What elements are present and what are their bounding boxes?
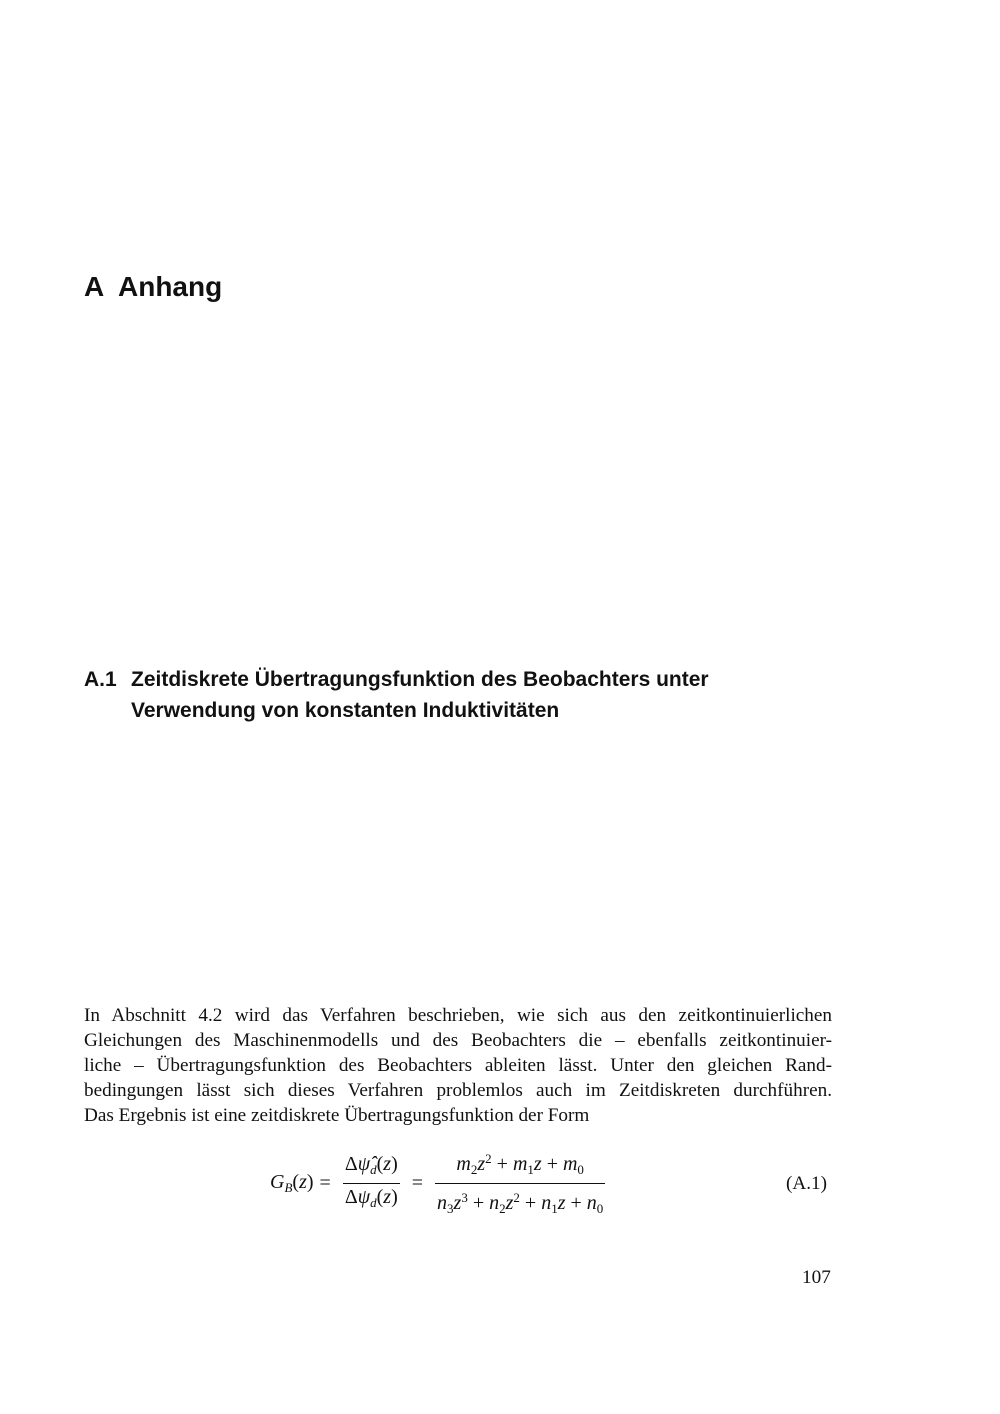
paragraph-line: In Abschnitt 4.2 wird das Verfahren beschrieben, wie sich aus den zeitkontinuierlichen bbox=[84, 1005, 832, 1026]
equals-sign: = bbox=[319, 1171, 331, 1194]
transfer-function-equation bbox=[270, 1150, 611, 1216]
polynomial-fraction bbox=[435, 1145, 605, 1222]
section-heading bbox=[84, 664, 804, 726]
fraction-numerator: $m_2z^2 + m_1z + m_0$ bbox=[456, 1150, 584, 1177]
paragraph-line: bedingungen lässt sich dieses Verfahren problemlos auch im Zeitdiskreten durchführen. bbox=[84, 1080, 832, 1101]
paragraph-line: Das Ergebnis ist eine zeitdiskrete Übertragungsfunktion der Form bbox=[84, 1105, 590, 1126]
flux-ratio-fraction bbox=[343, 1151, 400, 1216]
fraction-denominator: $\Delta\psi_d(z)$ bbox=[343, 1183, 400, 1216]
section-title: Zeitdiskrete Übertragungsfunktion des Beobachters unter Verwendung von konstanten Induktivitäten bbox=[131, 668, 709, 722]
equals-sign: = bbox=[411, 1171, 424, 1194]
fraction-denominator: $n_3z^3 + n_2z^2 + n_1z + n_0$ bbox=[435, 1183, 605, 1222]
chapter-heading bbox=[84, 268, 222, 306]
equation-lhs: $G_B(z)$ bbox=[270, 1170, 314, 1195]
section-number: A.1 bbox=[84, 668, 117, 691]
chapter-number: A bbox=[84, 271, 105, 302]
page-number: 107 bbox=[802, 1267, 831, 1288]
paragraph-line: liche – Übertragungsfunktion des Beobachters ableiten lässt. Unter den gleichen Rand- bbox=[84, 1055, 832, 1076]
equation-number: (A.1) bbox=[786, 1173, 828, 1194]
fraction-numerator: $\Delta\psî_d(z)$ bbox=[344, 1152, 398, 1177]
body-paragraph bbox=[84, 1003, 832, 1128]
chapter-title: Anhang bbox=[118, 271, 223, 302]
paragraph-line: Gleichungen des Maschinenmodells und des Beobachters die – ebenfalls zeitkontinuier- bbox=[84, 1030, 832, 1051]
